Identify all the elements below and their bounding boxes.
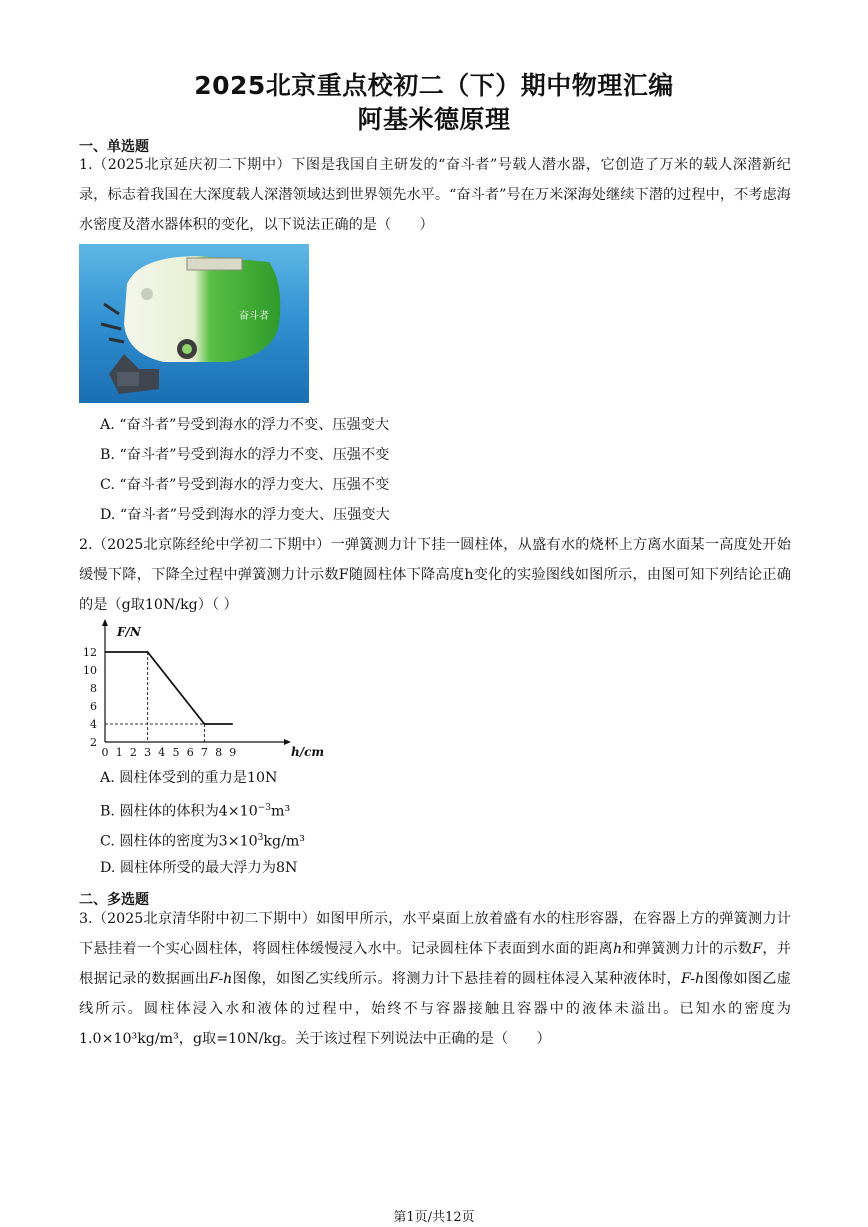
x-tick-label: 0 xyxy=(101,746,109,759)
question-1-option-c: C. “奋斗者”号受到海水的浮力变大、压强不变 xyxy=(100,477,390,493)
section-heading-single-choice: 一、单选题 xyxy=(79,139,149,155)
y-tick-label: 2 xyxy=(90,736,97,749)
question-2-option-d-text: D. 圆柱体所受的最大浮力为8N xyxy=(100,860,298,876)
question-3-text xyxy=(79,904,791,1054)
x-tick-label: 3 xyxy=(144,746,152,759)
force-height-graph-svg xyxy=(79,616,329,762)
question-2-option-b xyxy=(100,798,290,822)
question-2-option-c-text: C. 圆柱体的密度为3×10 xyxy=(100,833,258,850)
graph-guides xyxy=(105,652,204,742)
question-2-option-a-text: A. 圆柱体受到的重力是10N xyxy=(100,770,278,786)
hull-label: 奋斗者 xyxy=(239,311,269,322)
section-heading-multiple-choice: 二、多选题 xyxy=(79,892,149,908)
question-3-text-c: ，并根据记录的数据画出 xyxy=(79,941,791,987)
y-tick-label: 8 xyxy=(90,682,97,695)
x-tick-label: 1 xyxy=(115,746,123,759)
question-2-option-b-unit: m³ xyxy=(271,803,291,820)
question-3-var-fh-1: F-h xyxy=(209,971,233,987)
question-1-option-b: B. “奋斗者”号受到海水的浮力不变、压强不变 xyxy=(100,447,390,463)
page-title: 2025北京重点校初二（下）期中物理汇编 xyxy=(194,71,674,100)
x-tick-label: 8 xyxy=(215,746,223,759)
question-3-text-a: 3.（2025北京清华附中初二下期中）如图甲所示，水平桌面上放着盛有水的柱形容器，在容器上方的弹簧测力计下悬挂着一个实心圆柱体，将圆柱体缓慢浸入水中。记录圆柱体下表面到水面的距离 xyxy=(79,911,791,957)
question-3-var-fh-2: F-h xyxy=(681,971,705,987)
question-2-option-d xyxy=(100,858,297,878)
x-tick-label: 6 xyxy=(186,746,194,759)
question-2-option-a xyxy=(100,768,277,788)
x-axis-label: h/cm xyxy=(291,745,325,759)
question-2-option-b-exponent: −3 xyxy=(257,803,272,813)
question-2-text: 2.（2025北京陈经纶中学初二下期中）一弹簧测力计下挂一圆柱体，从盛有水的烧杯上方离水面某一高度处开始缓慢下降，下降全过程中弹簧测力计示数F随圆柱体下降高度h变化的实验图线如图所示，由图可知下列结论正确的是（g取10N/kg）（ ） xyxy=(79,537,791,613)
question-1-option-d: D. “奋斗者”号受到海水的浮力变大、压强变大 xyxy=(100,507,390,523)
graph-tick-labels xyxy=(83,625,324,759)
question-3-var-h: h xyxy=(612,941,623,957)
x-tick-label: 4 xyxy=(158,746,166,759)
x-tick-label: 2 xyxy=(129,746,137,759)
y-axis-arrow xyxy=(102,619,108,626)
page-subtitle: 阿基米德原理 xyxy=(357,105,511,134)
x-tick-label: 7 xyxy=(200,746,208,759)
force-height-graph xyxy=(79,616,329,762)
graph-data-line xyxy=(105,652,233,724)
y-tick-label: 10 xyxy=(83,664,97,677)
x-axis-arrow xyxy=(284,739,291,745)
question-3-text-e: 图像如图乙虚线所示。圆柱体浸入水和液体的过程中，始终不与容器接触且容器中的液体未溢出。已知水的密度为1.0×10³kg/m³，g取=10N/kg。关于该过程下列说法中正确的是（ ） xyxy=(79,971,791,1047)
question-1-option-a: A. “奋斗者”号受到海水的浮力不变、压强变大 xyxy=(100,417,390,433)
y-tick-label: 12 xyxy=(83,646,97,659)
submersible-photo xyxy=(79,244,309,403)
question-2-option-c-exponent: 3 xyxy=(257,833,264,843)
question-3-var-f: F xyxy=(752,941,763,957)
y-axis-label: F/N xyxy=(117,625,141,639)
x-tick-label: 9 xyxy=(229,746,237,759)
x-tick-label: 5 xyxy=(172,746,180,759)
question-3-text-d: 图像，如图乙实线所示。将测力计下悬挂着的圆柱体浸入某种液体时， xyxy=(232,971,682,987)
question-1-text: 1.（2025北京延庆初二下期中）下图是我国自主研发的“奋斗者”号载人潜水器，它创造了万米的载人深潜新纪录，标志着我国在大深度载人深潜领域达到世界领先水平。“奋斗者”号在万米深海处继续下潜的过程中，不考虑海水密度及潜水器体积的变化，以下说法正确的是（ ） xyxy=(79,157,791,233)
force-curve xyxy=(105,652,233,724)
question-2-option-b-text: B. 圆柱体的体积为4×10 xyxy=(100,803,258,820)
question-2-option-c xyxy=(100,828,305,852)
y-tick-label: 6 xyxy=(90,700,97,713)
page-footer: 第1页/共12页 xyxy=(393,1210,475,1225)
question-3-text-b: 和弹簧测力计的示数 xyxy=(622,941,753,957)
question-2-option-c-unit: kg/m³ xyxy=(263,833,305,850)
y-tick-label: 4 xyxy=(90,718,97,731)
